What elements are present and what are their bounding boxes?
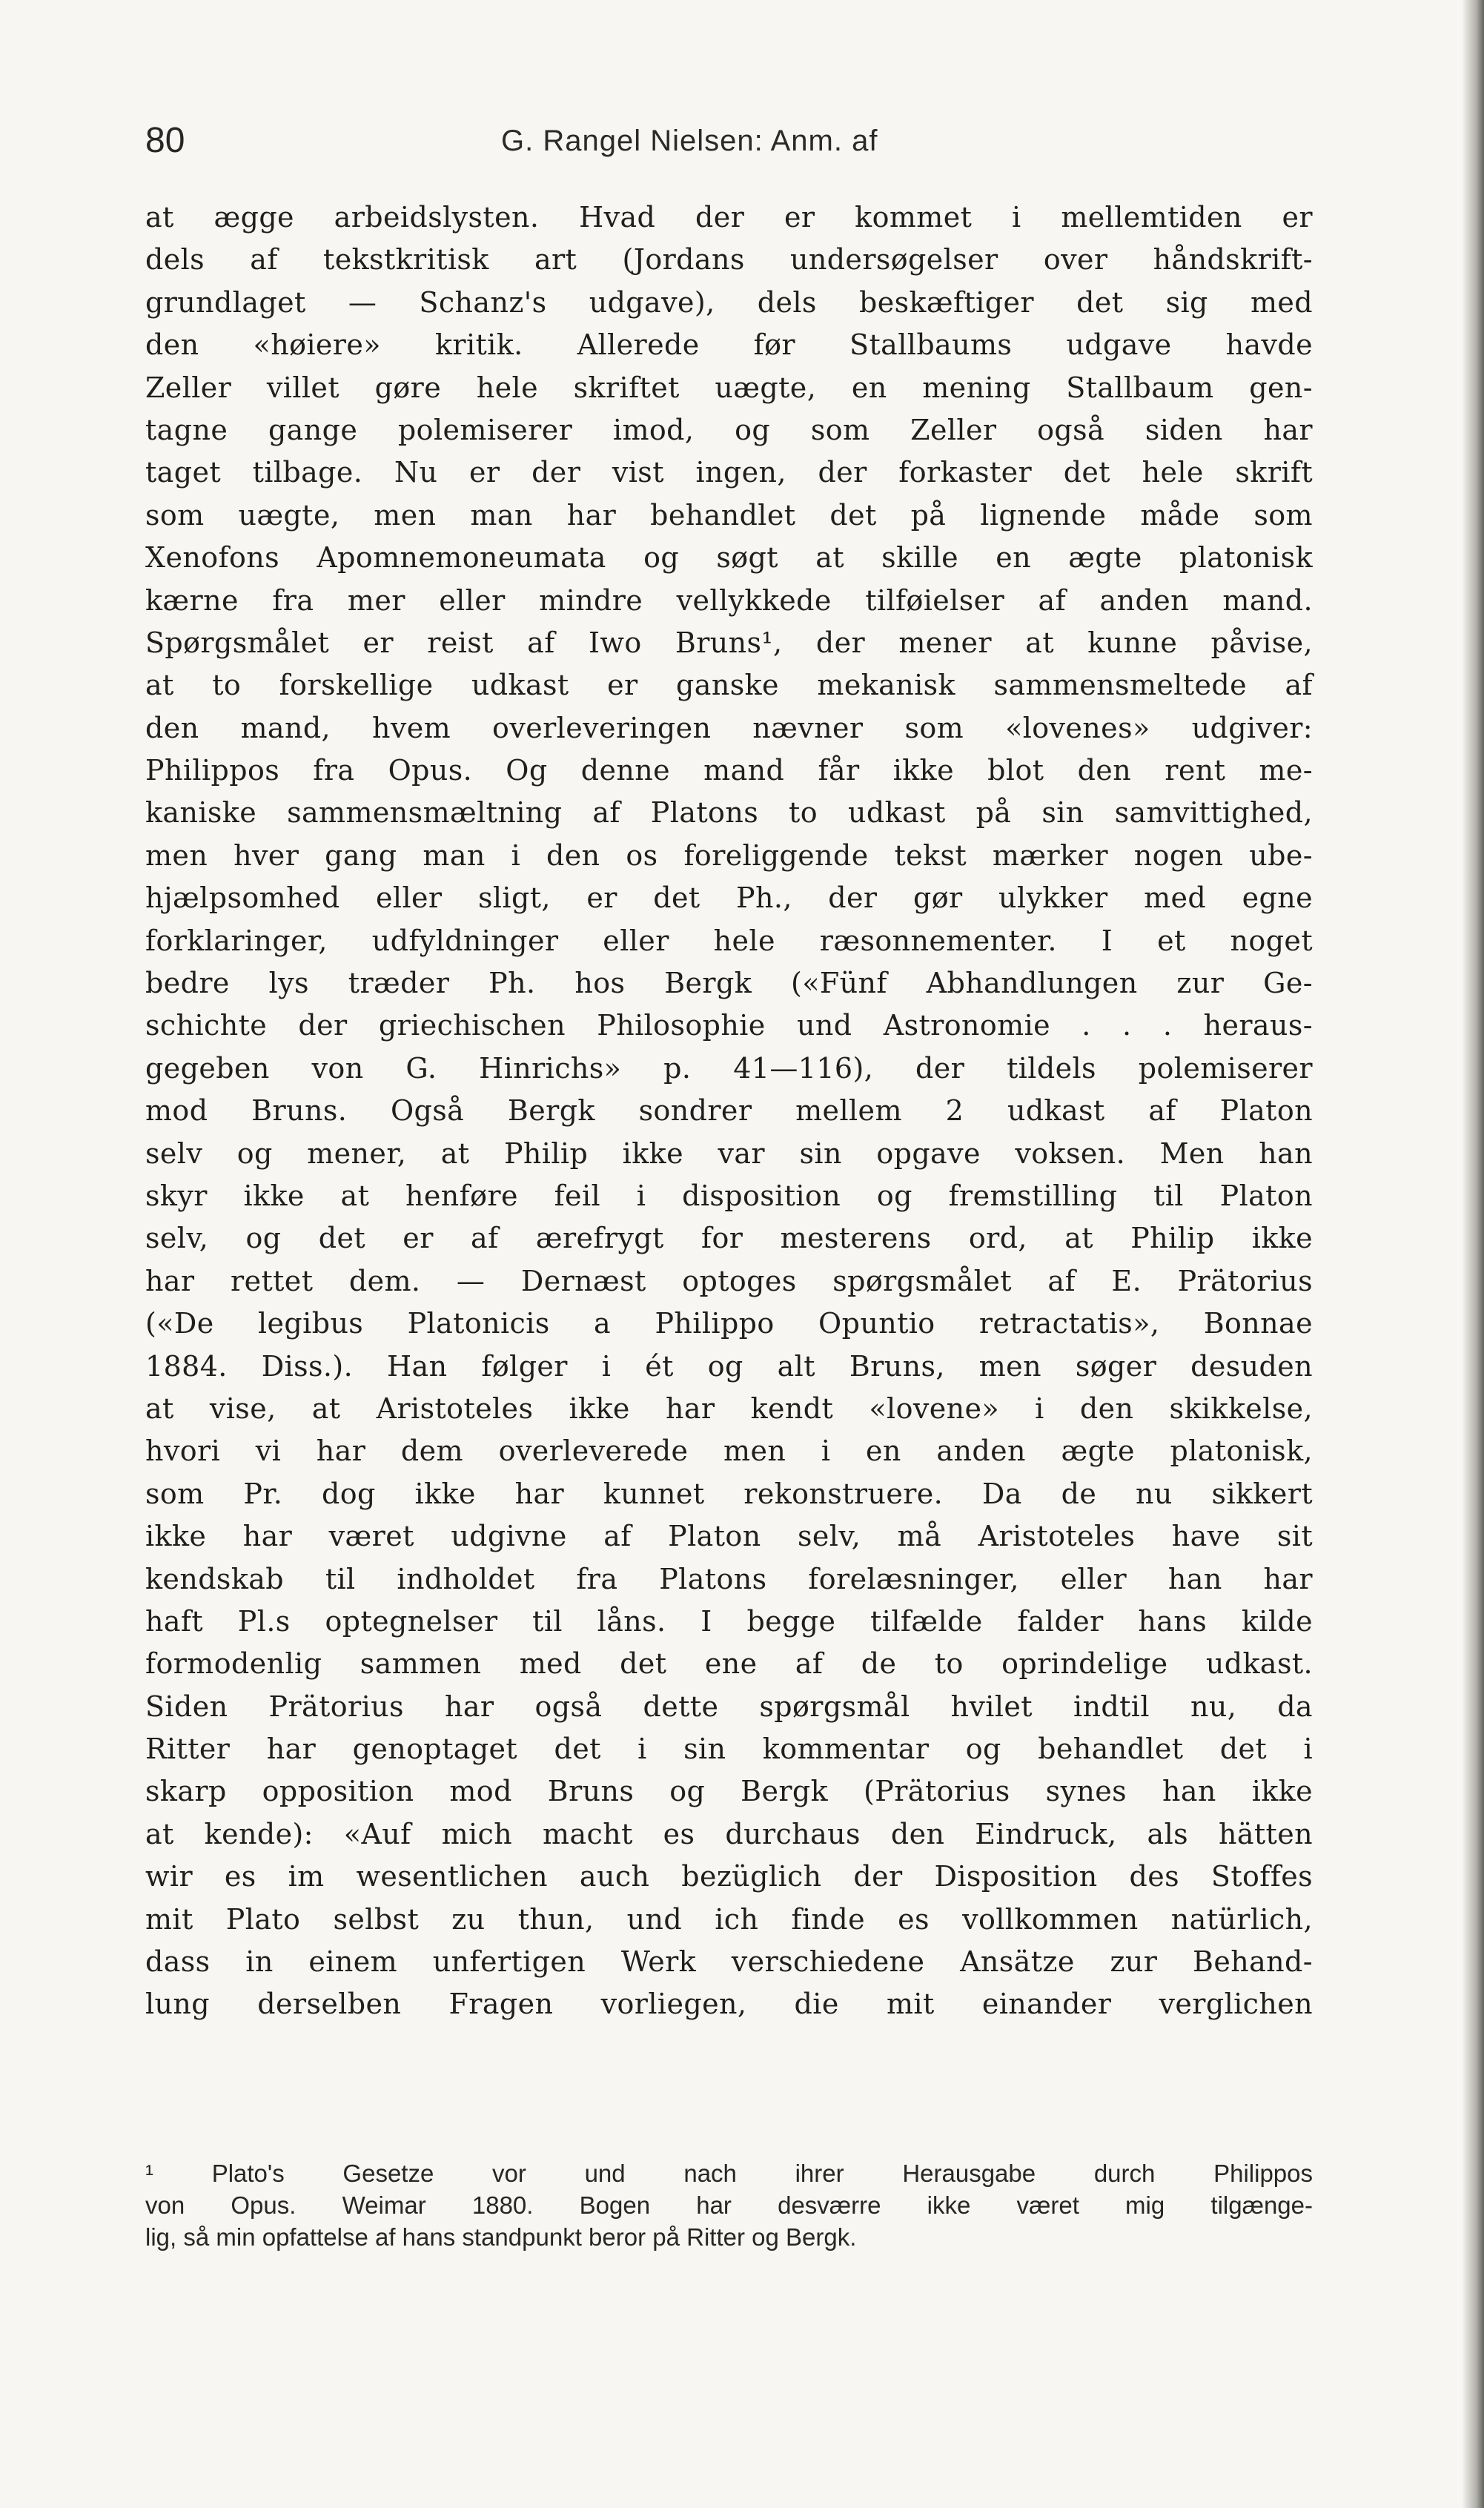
text-line: formodenlig sammen med det ene af de to oprindelige udkast. (145, 1647, 1313, 1681)
text-line: Xenofons Apomnemoneumata og søgt at skille en ægte platonisk (145, 541, 1313, 575)
text-line: at to forskellige udkast er ganske mekanisk sammensmeltede af (145, 669, 1313, 702)
text-line: dels af tekstkritisk art (Jordans undersøgelser over håndskrift- (145, 243, 1313, 277)
page-header (145, 111, 1302, 171)
text-line: som Pr. dog ikke har kunnet rekonstruere. Da de nu sikkert (145, 1477, 1313, 1510)
text-line: («De legibus Platonicis a Philippo Opuntio retractatis», Bonnae (145, 1307, 1313, 1340)
text-line: 1884. Diss.). Han følger i ét og alt Bruns, men søger desuden (145, 1349, 1313, 1383)
text-line: men hver gang man i den os foreliggende tekst mærker nogen ube- (145, 838, 1313, 872)
text-line: Zeller villet gøre hele skriftet uægte, en mening Stallbaum gen- (145, 371, 1313, 404)
text-line: Philippos fra Opus. Og denne mand får ikke blot den rent me- (145, 754, 1313, 787)
text-line: bedre lys træder Ph. hos Bergk («Fünf Abhandlungen zur Ge- (145, 967, 1313, 1000)
text-line: Spørgsmålet er reist af Iwo Bruns¹, der mener at kunne påvise, (145, 626, 1313, 659)
text-line: kendskab til indholdet fra Platons forelæsninger, eller han har (145, 1562, 1313, 1595)
text-line: kaniske sammensmæltning af Platons to udkast på sin samvittighed, (145, 796, 1313, 830)
text-line: Ritter har genoptaget det i sin kommentar og behandlet det i (145, 1733, 1313, 1766)
page-number: 80 (145, 121, 185, 160)
text-line: wir es im wesentlichen auch bezüglich der Disposition des Stoffes (145, 1860, 1313, 1893)
text-line: at vise, at Aristoteles ikke har kendt «lovene» i den skikkelse, (145, 1392, 1313, 1425)
text-line: som uægte, men man har behandlet det på lignende måde som (145, 498, 1313, 532)
text-line: schichte der griechischen Philosophie und Astronomie . . . heraus- (145, 1009, 1313, 1042)
text-line: forklaringer, udfyldninger eller hele ræsonnementer. I et noget (145, 924, 1313, 957)
text-line: grundlaget — Schanz's udgave), dels beskæftiger det sig med (145, 285, 1313, 319)
body-text (145, 196, 1313, 2026)
text-line: mit Plato selbst zu thun, und ich finde es vollkommen natürlich, (145, 1902, 1313, 1936)
footnotes (145, 2157, 1313, 2253)
text-line: gegeben von G. Hinrichs» p. 41—116), der tildels polemiserer (145, 1051, 1313, 1085)
footnote-line: von Opus. Weimar 1880. Bogen har desværre ikke været mig tilgænge- (145, 2191, 1313, 2219)
text-line: hvori vi har dem overleverede men i en anden ægte platonisk, (145, 1435, 1313, 1468)
text-line: har rettet dem. — Dernæst optoges spørgsmålet af E. Prätorius (145, 1264, 1313, 1297)
text-line: at ægge arbeidslysten. Hvad der er kommet i mellemtiden er (145, 201, 1313, 234)
text-line: tagne gange polemiserer imod, og som Zeller også siden har (145, 413, 1313, 446)
text-line: at kende): «Auf mich macht es durchaus den Eindruck, als hätten (145, 1817, 1313, 1850)
text-line: hjælpsomhed eller sligt, er det Ph., der gør ulykker med egne (145, 881, 1313, 915)
text-line: selv, og det er af ærefrygt for mesterens ord, at Philip ikke (145, 1222, 1313, 1255)
page-edge-shadow (1462, 0, 1484, 2508)
text-line: dass in einem unfertigen Werk verschiedene Ansätze zur Behand- (145, 1945, 1313, 1979)
text-line: mod Bruns. Også Bergk sondrer mellem 2 udkast af Platon (145, 1094, 1313, 1128)
footnote-line: lig, så min opfattelse af hans standpunkt beror på Ritter og Bergk. (145, 2223, 857, 2251)
text-line: selv og mener, at Philip ikke var sin opgave voksen. Men han (145, 1136, 1313, 1170)
footnote-line: ¹ Plato's Gesetze vor und nach ihrer Herausgabe durch Philippos (145, 2160, 1313, 2187)
text-line: skarp opposition mod Bruns og Bergk (Prätorius synes han ikke (145, 1775, 1313, 1808)
text-line: taget tilbage. Nu er der vist ingen, der forkaster det hele skrift (145, 456, 1313, 489)
text-line: kærne fra mer eller mindre vellykkede tilføielser af anden mand. (145, 583, 1313, 617)
text-line: lung derselben Fragen vorliegen, die mit einander verglichen (145, 1988, 1313, 2021)
text-line: den «høiere» kritik. Allerede før Stallbaums udgave havde (145, 328, 1313, 362)
text-line: skyr ikke at henføre feil i disposition og fremstilling til Platon (145, 1179, 1313, 1212)
text-line: ikke har været udgivne af Platon selv, må Aristoteles have sit (145, 1520, 1313, 1553)
text-line: Siden Prätorius har også dette spørgsmål hvilet indtil nu, da (145, 1690, 1313, 1723)
running-head: G. Rangel Nielsen: Anm. af (501, 125, 878, 157)
text-line: den mand, hvem overleveringen nævner som «lovenes» udgiver: (145, 711, 1313, 744)
text-line: haft Pl.s optegnelser til låns. I begge tilfælde falder hans kilde (145, 1604, 1313, 1638)
